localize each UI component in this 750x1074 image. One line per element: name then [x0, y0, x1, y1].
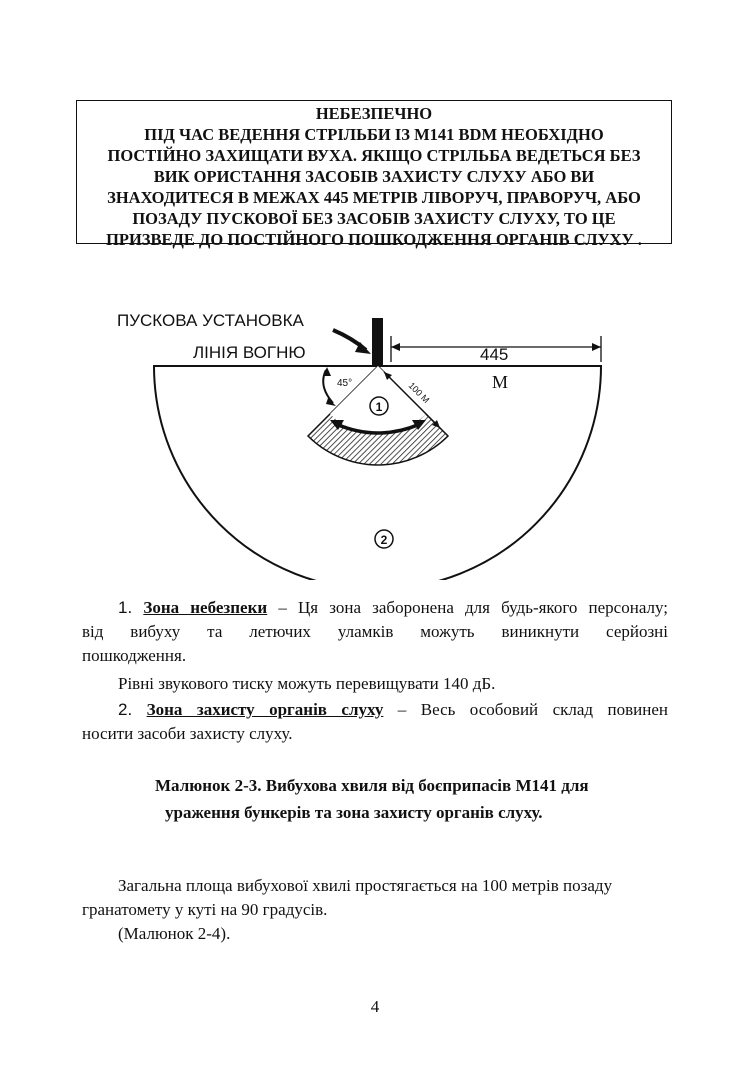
caption-line2: ураження бункерів та зона захисту органів слуху. [165, 803, 543, 822]
launcher-post [372, 318, 383, 366]
legend-item1-term: Зона небезпеки [143, 598, 268, 617]
distance-unit: М [492, 372, 509, 392]
warning-line: ВИК ОРИСТАННЯ ЗАСОБІВ ЗАХИСТУ СЛУХУ АБО ВИ [153, 167, 595, 186]
body-paragraph [82, 874, 668, 946]
blast-zone-figure [0, 290, 750, 580]
legend-item2-number: 2. [118, 700, 133, 719]
figure-caption [0, 772, 750, 826]
legend-item-1 [82, 596, 668, 668]
body-line1: Загальна площа вибухової хвилі простягається на 100 метрів позаду [118, 876, 613, 895]
legend-item2-term: Зона захисту органів слуху [146, 700, 384, 719]
legend-item1-line2: від вибуху та летючих уламків можуть виникнути серйозні [82, 622, 668, 641]
angle-label: 45° [337, 378, 353, 389]
launcher-label: ПУСКОВА УСТАНОВКА [117, 311, 304, 330]
page-number: 4 [370, 997, 380, 1016]
radius-label: 100 М [406, 380, 432, 406]
legend-item2-line2: носити засоби захисту слуху. [82, 724, 293, 743]
warning-box [76, 100, 672, 249]
zone1-marker: 1 [375, 400, 383, 414]
caption-line1: Малюнок 2-3. Вибухова хвиля від боєприпасів М141 для [155, 776, 589, 795]
legend-item2-text: – Весь особовий склад повинен [383, 700, 668, 719]
fire-line-label: ЛІНІЯ ВОГНЮ [193, 343, 306, 362]
body-line3: (Малюнок 2-4). [118, 924, 231, 943]
legend-item1-number: 1. [118, 598, 133, 617]
warning-line: ПІД ЧАС ВЕДЕННЯ СТРІЛЬБИ ІЗ М141 BDM НЕОБХІДНО [144, 125, 604, 144]
warning-line: ПОСТІЙНО ЗАХИЩАТИ ВУХА. ЯКІЩО СТРІЛЬБА ВЕДЕТЬСЯ БЕЗ [107, 146, 641, 165]
legend-item1-line3: пошкодження. [82, 646, 187, 665]
warning-line: ПОЗАДУ ПУСКОВОЇ БЕЗ ЗАСОБІВ ЗАХИСТУ СЛУХУ, ТО ЦЕ [132, 209, 616, 228]
legend-item1-text: – Ця зона заборонена для будь-якого персоналу; [267, 598, 668, 617]
warning-line: ПРИЗВЕДЕ ДО ПОСТІЙНОГО ПОШКОДЖЕННЯ ОРГАНІВ СЛУХУ . [106, 230, 642, 249]
legend-item-2 [82, 698, 668, 746]
zone2-marker: 2 [380, 533, 388, 547]
blast-zone-diagram [0, 290, 750, 580]
sound-level-text: Рівні звукового тиску можуть перевищувати 140 дБ. [118, 674, 496, 693]
warning-title: НЕБЕЗПЕЧНО [315, 104, 433, 123]
warning-line: ЗНАХОДИТЕСЯ В МЕЖАХ 445 МЕТРІВ ЛІВОРУЧ, ПРАВОРУЧ, АБО [107, 188, 641, 207]
distance-value: 445 [480, 345, 509, 364]
body-line2: гранатомету у куті на 90 градусів. [82, 900, 328, 919]
